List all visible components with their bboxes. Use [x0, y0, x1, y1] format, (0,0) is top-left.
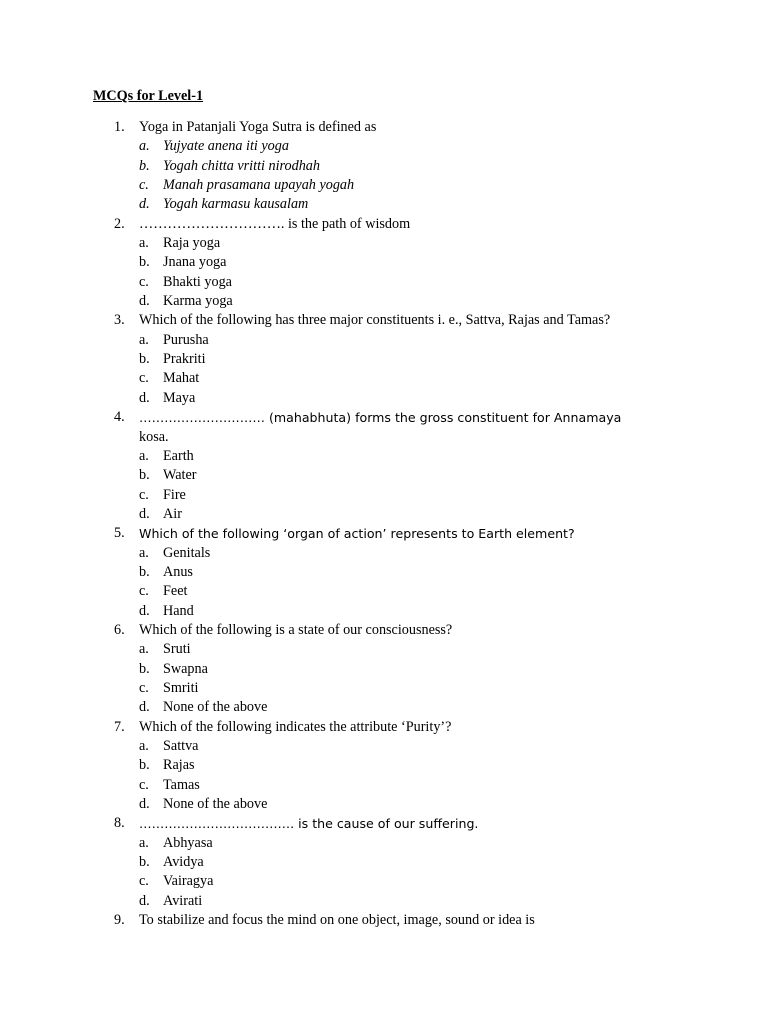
- answer-option: [0, 292, 768, 311]
- question-stem-line: [0, 718, 768, 737]
- question-number: 3.: [114, 312, 125, 329]
- question-stem-line: [0, 408, 768, 427]
- question-text: Yoga in Patanjali Yoga Sutra is defined as: [139, 119, 377, 135]
- question-3: [0, 311, 768, 408]
- option-letter: c.: [139, 486, 149, 503]
- option-letter: c.: [139, 370, 149, 387]
- option-letter: a.: [139, 641, 149, 658]
- option-text: Swapna: [163, 660, 208, 677]
- option-letter: a.: [139, 544, 149, 561]
- option-text: Sattva: [163, 738, 199, 754]
- answer-option: [0, 679, 768, 698]
- option-text: Genitals: [163, 544, 211, 561]
- option-letter: d.: [139, 796, 150, 813]
- option-text: Prakriti: [163, 351, 206, 368]
- answer-option: [0, 602, 768, 621]
- answer-option: [0, 756, 768, 775]
- option-letter: b.: [139, 660, 150, 677]
- option-letter: c.: [139, 273, 149, 290]
- option-letter: d.: [139, 505, 150, 522]
- answer-option: [0, 698, 768, 717]
- question-number: 8.: [114, 815, 125, 832]
- option-letter: d.: [139, 699, 150, 716]
- option-text: Air: [163, 505, 182, 522]
- option-letter: a.: [139, 738, 149, 754]
- option-letter: a.: [139, 834, 149, 851]
- answer-option: [0, 234, 768, 253]
- option-text: Mahat: [163, 370, 200, 387]
- question-text: Which of the following ‘organ of action’ represents to Earth element?: [139, 526, 575, 542]
- option-text: Yogah karmasu kausalam: [163, 196, 309, 213]
- answer-option: [0, 369, 768, 388]
- answer-option: [0, 389, 768, 408]
- page-title: MCQs for Level-1: [93, 88, 204, 104]
- answer-option: [0, 582, 768, 601]
- option-text: Water: [163, 467, 197, 484]
- answer-option: [0, 640, 768, 659]
- option-text: Avidya: [163, 854, 204, 871]
- question-stem-line: [0, 428, 768, 447]
- option-text: Jnana yoga: [163, 254, 227, 271]
- answer-option: [0, 350, 768, 369]
- question-text: Which of the following has three major constituents i. e., Sattva, Rajas and Tamas?: [139, 312, 611, 329]
- option-text: Rajas: [163, 757, 195, 774]
- option-text: Yogah chitta vritti nirodhah: [163, 157, 320, 174]
- option-text: Sruti: [163, 641, 191, 658]
- answer-option: [0, 486, 768, 505]
- option-letter: a.: [139, 138, 150, 155]
- question-number: 2.: [114, 215, 125, 232]
- option-text: Avirati: [163, 892, 203, 909]
- answer-option: [0, 737, 768, 756]
- answer-option: [0, 253, 768, 272]
- question-text: To stabilize and focus the mind on one object, image, sound or idea is: [139, 912, 535, 929]
- answer-option: [0, 660, 768, 679]
- option-text: Smriti: [163, 679, 199, 696]
- option-text: Manah prasamana upayah yogah: [163, 177, 355, 194]
- question-stem-line: [0, 911, 768, 930]
- option-letter: c.: [139, 776, 149, 793]
- option-text: Tamas: [163, 776, 200, 793]
- option-text: Anus: [163, 563, 193, 580]
- question-stem-line: [0, 215, 768, 234]
- question-stem-line: [0, 311, 768, 330]
- option-text: Vairagya: [163, 873, 214, 890]
- option-text: Fire: [163, 486, 186, 503]
- option-text: Yujyate anena iti yoga: [163, 138, 289, 155]
- answer-option: [0, 563, 768, 582]
- question-number: 9.: [114, 912, 125, 929]
- option-letter: d.: [139, 389, 150, 406]
- option-letter: a.: [139, 331, 149, 348]
- answer-option: [0, 466, 768, 485]
- option-letter: a.: [139, 447, 149, 464]
- option-letter: d.: [139, 892, 150, 909]
- question-number: 5.: [114, 525, 125, 542]
- question-stem-line: [0, 814, 768, 833]
- option-letter: d.: [139, 293, 150, 310]
- question-2: [0, 215, 768, 312]
- option-letter: b.: [139, 757, 150, 774]
- option-text: Hand: [163, 602, 194, 619]
- option-letter: c.: [139, 873, 149, 890]
- question-number: 6.: [114, 621, 125, 638]
- question-number: 7.: [114, 718, 125, 735]
- option-text: Maya: [163, 389, 196, 406]
- question-7: [0, 718, 768, 815]
- option-text: Feet: [163, 583, 188, 600]
- answer-option: [0, 834, 768, 853]
- answer-option: [0, 505, 768, 524]
- option-letter: c.: [139, 679, 149, 696]
- option-letter: c.: [139, 583, 149, 600]
- answer-option: [0, 137, 768, 156]
- answer-option: [0, 892, 768, 911]
- answer-option: [0, 872, 768, 891]
- question-stem-line: [0, 621, 768, 640]
- option-text: Raja yoga: [163, 235, 221, 252]
- question-8: [0, 814, 768, 911]
- answer-option: [0, 795, 768, 814]
- question-text: Which of the following is a state of our consciousness?: [139, 621, 453, 638]
- option-letter: d.: [139, 602, 150, 619]
- question-6: [0, 621, 768, 718]
- option-text: None of the above: [163, 796, 268, 813]
- answer-option: [0, 447, 768, 466]
- option-text: Karma yoga: [163, 293, 233, 310]
- question-list: [0, 118, 768, 930]
- question-9: [0, 911, 768, 930]
- option-text: Purusha: [163, 331, 209, 348]
- answer-option: [0, 195, 768, 214]
- answer-option: [0, 176, 768, 195]
- answer-option: [0, 853, 768, 872]
- answer-option: [0, 776, 768, 795]
- option-letter: c.: [139, 177, 149, 194]
- question-text: …………………………. is the path of wisdom: [139, 215, 411, 232]
- question-4: [0, 408, 768, 524]
- option-text: None of the above: [163, 699, 268, 716]
- question-number: 4.: [114, 409, 125, 426]
- question-stem-line: [0, 118, 768, 137]
- question-5: [0, 524, 768, 621]
- option-letter: b.: [139, 351, 150, 368]
- question-1: [0, 118, 768, 215]
- answer-option: [0, 273, 768, 292]
- option-text: Bhakti yoga: [163, 273, 232, 290]
- option-letter: b.: [139, 157, 150, 174]
- answer-option: [0, 544, 768, 563]
- answer-option: [0, 331, 768, 350]
- question-text: ………………………… (mahabhuta) forms the gross constituent for Annamaya: [139, 410, 622, 426]
- question-text: ………………………………. is the cause of our suffering.: [139, 816, 479, 832]
- option-letter: d.: [139, 196, 150, 213]
- option-letter: b.: [139, 467, 150, 484]
- option-letter: b.: [139, 854, 150, 871]
- option-text: Abhyasa: [163, 834, 213, 851]
- option-letter: b.: [139, 563, 150, 580]
- option-letter: a.: [139, 235, 149, 252]
- question-text: Which of the following indicates the attribute ‘Purity’?: [139, 718, 452, 735]
- option-text: Earth: [163, 447, 194, 464]
- question-number: 1.: [114, 119, 125, 135]
- answer-option: [0, 157, 768, 176]
- question-stem-line: [0, 524, 768, 543]
- question-text: kosa.: [139, 428, 169, 445]
- option-letter: b.: [139, 254, 150, 271]
